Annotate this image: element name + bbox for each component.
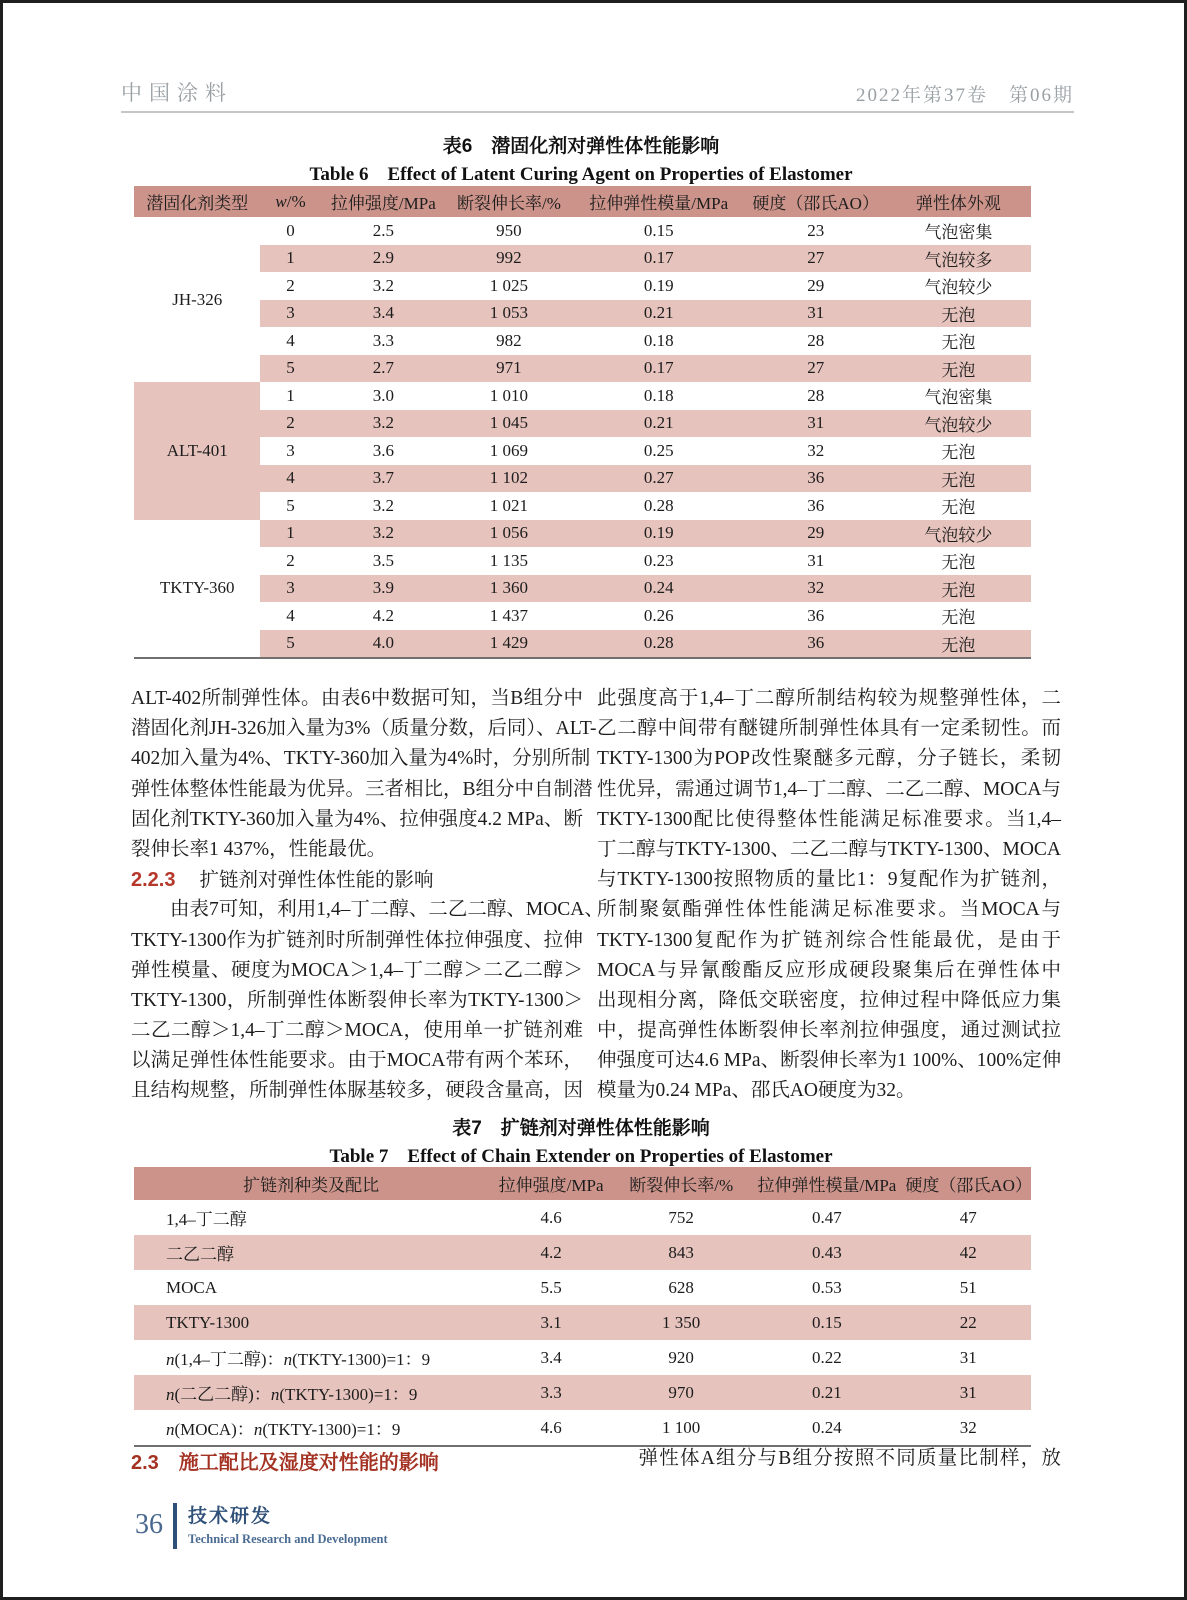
table7-row bbox=[134, 1200, 1031, 1235]
table7-column-header: 扩链剂种类及配比 bbox=[134, 1167, 488, 1200]
data-cell: 无泡 bbox=[941, 553, 976, 573]
data-cell: 0.25 bbox=[643, 440, 674, 460]
data-cell: 42 bbox=[905, 1235, 1031, 1270]
data-cell: 无泡 bbox=[886, 465, 1031, 493]
agent-type-cell: ALT-401 bbox=[134, 382, 260, 520]
extender-type-cell: 二乙二醇 bbox=[134, 1235, 488, 1270]
page-footer bbox=[135, 1501, 388, 1549]
text-line: 以满足弹性体性能要求。由于MOCA带有两个苯环， bbox=[131, 1050, 583, 1072]
data-cell: 36 bbox=[746, 630, 886, 659]
data-cell: 0.26 bbox=[643, 605, 674, 625]
header-divider bbox=[121, 111, 1074, 113]
section-number: 2.3 bbox=[131, 1452, 159, 1474]
table6-column-header: w/% bbox=[260, 186, 320, 217]
section-2-3-heading bbox=[131, 1446, 439, 1475]
data-cell: 0.28 bbox=[643, 495, 674, 515]
text-line: 由表7可知，利用1,4–丁二醇、二乙二醇、MOCA、 bbox=[131, 899, 604, 921]
table6-row bbox=[134, 245, 1031, 273]
data-cell: 0.27 bbox=[572, 465, 746, 493]
table6-column-header: 断裂伸长率/% bbox=[446, 186, 572, 217]
extender-type-cell: 1,4–丁二醇 bbox=[166, 1210, 247, 1229]
text-line: TKTY-1300作为扩链剂时所制弹性体拉伸强度、拉伸 bbox=[131, 929, 583, 951]
table6-column-header: 潜固化剂类型 bbox=[134, 186, 260, 217]
data-cell: 0.15 bbox=[643, 220, 674, 240]
data-cell: 0.23 bbox=[643, 550, 674, 570]
data-cell: 1 025 bbox=[489, 275, 529, 295]
data-cell: 27 bbox=[746, 355, 886, 383]
table6-row bbox=[134, 327, 1031, 355]
data-cell: 0.43 bbox=[748, 1235, 905, 1270]
extender-type-cell: n(二乙二醇)：n(TKTY-1300)=1：9 bbox=[134, 1375, 488, 1410]
section-title: 施工配比及湿度对性能的影响 bbox=[178, 1452, 439, 1474]
page-number: 36 bbox=[135, 1509, 163, 1540]
table6-header-row bbox=[134, 186, 1031, 217]
data-cell: 0.24 bbox=[572, 575, 746, 603]
data-cell: 1 135 bbox=[489, 550, 529, 570]
data-cell: 1 053 bbox=[446, 300, 572, 328]
body-column-left bbox=[131, 684, 604, 1107]
data-cell: 36 bbox=[807, 605, 825, 625]
data-cell: 0.21 bbox=[572, 300, 746, 328]
data-cell: 4 bbox=[286, 605, 295, 625]
data-cell: 无泡 bbox=[941, 608, 976, 628]
table7-column-header: 断裂伸长率/% bbox=[614, 1167, 749, 1200]
footer-column-zh: 技术研发 bbox=[188, 1506, 273, 1527]
data-cell: 1 437 bbox=[489, 605, 529, 625]
text-line: 固化剂TKTY-360加入量为4%、拉伸强度4.2 MPa、断 bbox=[131, 808, 583, 830]
data-cell: 3.3 bbox=[372, 330, 394, 350]
data-cell: 23 bbox=[807, 220, 825, 240]
table6-row bbox=[134, 217, 1031, 245]
journal-name: 中国涂料 bbox=[121, 81, 233, 105]
table6-body bbox=[134, 217, 1031, 658]
data-cell: 32 bbox=[959, 1417, 977, 1437]
text-line: 性优异，需通过调节1,4–丁二醇、二乙二醇、MOCA与 bbox=[597, 778, 1061, 800]
data-cell: 1 056 bbox=[446, 520, 572, 548]
text-line: 丁二醇与TKTY-1300、二乙二醇与TKTY-1300、MOCA bbox=[597, 838, 1061, 860]
table6-row bbox=[134, 575, 1031, 603]
extender-type-cell: TKTY-1300 bbox=[134, 1305, 488, 1340]
table7-body bbox=[134, 1200, 1031, 1446]
data-cell: 3 bbox=[286, 440, 295, 460]
table6-row bbox=[134, 547, 1031, 575]
data-cell: 0.22 bbox=[812, 1347, 842, 1367]
table6-column-header: 硬度（邵氏AO） bbox=[746, 186, 886, 217]
footer-column-en: Technical Research and Development bbox=[188, 1532, 388, 1546]
table7-column-header: 拉伸弹性模量/MPa bbox=[748, 1167, 905, 1200]
table6-row bbox=[134, 410, 1031, 438]
data-cell: 无泡 bbox=[941, 333, 976, 353]
table6-row bbox=[134, 300, 1031, 328]
table6-row bbox=[134, 382, 1031, 410]
table6-title-en: Table 6 Effect of Latent Curing Agent on Properties of Elastomer bbox=[309, 164, 853, 185]
data-cell: 1 bbox=[260, 520, 320, 548]
data-cell: 3.5 bbox=[372, 550, 394, 570]
data-cell: 0.19 bbox=[643, 275, 674, 295]
table7-row bbox=[134, 1305, 1031, 1340]
data-cell: 51 bbox=[959, 1277, 977, 1297]
data-cell: 971 bbox=[446, 355, 572, 383]
text-line: 所制聚氨酯弹性体性能满足标准要求。当MOCA与 bbox=[597, 899, 1061, 921]
data-cell: 36 bbox=[807, 495, 825, 515]
data-cell: 3.0 bbox=[372, 385, 394, 405]
data-cell: 0.17 bbox=[572, 355, 746, 383]
data-cell: 1 bbox=[260, 245, 320, 273]
subsection-heading bbox=[131, 865, 583, 895]
body-column-right-continued bbox=[597, 1444, 1061, 1474]
table7-header-row bbox=[134, 1167, 1031, 1200]
data-cell: 31 bbox=[959, 1347, 977, 1367]
text-line: 裂伸长率1 437%，性能最优。 bbox=[131, 838, 387, 860]
data-cell: 无泡 bbox=[941, 443, 976, 463]
table7-column-header: 拉伸强度/MPa bbox=[488, 1167, 614, 1200]
table6-column-header: 弹性体外观 bbox=[886, 186, 1031, 217]
table7-row bbox=[134, 1410, 1031, 1446]
data-cell: 752 bbox=[668, 1207, 694, 1227]
data-cell: 3 bbox=[260, 575, 320, 603]
data-cell: 3.2 bbox=[372, 495, 394, 515]
data-cell: 36 bbox=[746, 465, 886, 493]
data-cell: 29 bbox=[807, 275, 825, 295]
data-cell: 1 069 bbox=[489, 440, 529, 460]
text-line: 此强度高于1,4–丁二醇所制结构较为规整弹性体，二 bbox=[597, 688, 1061, 709]
data-cell: 气泡较多 bbox=[886, 245, 1031, 273]
data-cell: 4.2 bbox=[488, 1235, 614, 1270]
data-cell: 4.6 bbox=[540, 1417, 562, 1437]
data-cell: 3.1 bbox=[488, 1305, 614, 1340]
table6-row bbox=[134, 520, 1031, 548]
data-cell: 0.18 bbox=[643, 330, 674, 350]
data-cell: 0.24 bbox=[812, 1417, 842, 1437]
data-cell: 气泡较少 bbox=[886, 520, 1031, 548]
table7-row bbox=[134, 1270, 1031, 1305]
extender-type-cell: MOCA bbox=[166, 1277, 218, 1297]
data-cell: 47 bbox=[959, 1207, 977, 1227]
text-line: TKTY-1300为POP改性聚醚多元醇，分子链长，柔韧 bbox=[597, 748, 1061, 770]
data-cell: 31 bbox=[807, 550, 825, 570]
data-cell: 4.0 bbox=[321, 630, 447, 659]
data-cell: 31 bbox=[905, 1375, 1031, 1410]
data-cell: 31 bbox=[746, 300, 886, 328]
table6-row bbox=[134, 272, 1031, 300]
data-cell: 3.9 bbox=[321, 575, 447, 603]
data-cell: 0.15 bbox=[748, 1305, 905, 1340]
data-cell: 27 bbox=[746, 245, 886, 273]
table6-row bbox=[134, 630, 1031, 659]
footer-column-block bbox=[188, 1501, 388, 1547]
data-cell: 28 bbox=[807, 330, 825, 350]
data-cell: 1 350 bbox=[614, 1305, 749, 1340]
data-cell: 3.4 bbox=[540, 1347, 562, 1367]
table6-column-header: 拉伸弹性模量/MPa bbox=[572, 186, 746, 217]
data-cell: 0.21 bbox=[572, 410, 746, 438]
text-line: 伸强度可达4.6 MPa、断裂伸长率为1 100%、100%定伸 bbox=[597, 1050, 1062, 1072]
data-cell: 2.5 bbox=[372, 220, 394, 240]
data-cell: 3.2 bbox=[321, 410, 447, 438]
data-cell: 970 bbox=[614, 1375, 749, 1410]
text-line: 乙二醇中间带有醚键所制弹性体具有一定柔韧性。而 bbox=[597, 718, 1061, 740]
data-cell: 950 bbox=[496, 220, 522, 240]
data-cell: 气泡密集 bbox=[924, 388, 993, 408]
table6-title-zh: 表6 潜固化剂对弹性体性能影响 bbox=[442, 136, 720, 157]
text-line: 出现相分离，降低交联密度，拉伸过程中降低应力集 bbox=[597, 989, 1061, 1011]
table7-header bbox=[134, 1167, 1031, 1200]
data-cell: 2 bbox=[260, 410, 320, 438]
table7 bbox=[134, 1167, 1031, 1447]
table7-row bbox=[134, 1375, 1031, 1410]
running-head bbox=[121, 77, 1074, 107]
data-cell: 4 bbox=[260, 465, 320, 493]
text-line: TKTY-1300复配作为扩链剂综合性能最优，是由于 bbox=[597, 929, 1061, 951]
table6-row bbox=[134, 492, 1031, 520]
data-cell: 3.2 bbox=[321, 520, 447, 548]
data-cell: 5 bbox=[260, 630, 320, 659]
data-cell: 无泡 bbox=[886, 575, 1031, 603]
text-line: 且结构规整，所制弹性体脲基较多，硬段含量高，因 bbox=[131, 1080, 583, 1102]
text-line: 与TKTY-1300按照物质的量比1：9复配作为扩链剂， bbox=[597, 869, 1061, 891]
data-cell: 气泡较少 bbox=[924, 278, 993, 298]
data-cell: 1 021 bbox=[489, 495, 529, 515]
data-cell: 920 bbox=[668, 1347, 694, 1367]
data-cell: 843 bbox=[614, 1235, 749, 1270]
data-cell: 982 bbox=[496, 330, 522, 350]
data-cell: 3.6 bbox=[372, 440, 394, 460]
text-line: 潜固化剂JH-326加入量为3%（质量分数，后同）、ALT- bbox=[131, 718, 597, 740]
data-cell: 1 045 bbox=[446, 410, 572, 438]
data-cell: 31 bbox=[746, 410, 886, 438]
data-cell: 0.19 bbox=[572, 520, 746, 548]
data-cell: 1 100 bbox=[662, 1417, 701, 1437]
data-cell: 3.2 bbox=[372, 275, 394, 295]
agent-type-cell: JH-326 bbox=[134, 217, 260, 382]
data-cell: 无泡 bbox=[886, 300, 1031, 328]
table6-column-header: 拉伸强度/MPa bbox=[321, 186, 447, 217]
data-cell: 无泡 bbox=[886, 355, 1031, 383]
data-cell: 0.53 bbox=[812, 1277, 842, 1297]
data-cell: 1 102 bbox=[446, 465, 572, 493]
data-cell: 2.7 bbox=[321, 355, 447, 383]
text-line: 弹性体整体性能最为优异。三者相比，B组分中自制潜 bbox=[131, 778, 593, 800]
data-cell: 5 bbox=[260, 355, 320, 383]
table6-row bbox=[134, 602, 1031, 630]
data-cell: 2 bbox=[286, 275, 295, 295]
text-line: 402加入量为4%、TKTY-360加入量为4%时，分别所制 bbox=[131, 748, 591, 770]
table7-column-header: 硬度（邵氏AO） bbox=[905, 1167, 1031, 1200]
text-line: ALT-402所制弹性体。由表6中数据可知，当B组分中 bbox=[131, 688, 583, 709]
text-line: 弹性体A组分与B组分按照不同质量比制样，放 bbox=[597, 1448, 1061, 1469]
data-cell: 0.28 bbox=[572, 630, 746, 659]
table7-row bbox=[134, 1340, 1031, 1375]
table6-header bbox=[134, 186, 1031, 217]
table6 bbox=[134, 186, 1031, 659]
data-cell: 1 010 bbox=[489, 385, 529, 405]
extender-type-cell: n(MOCA)：n(TKTY-1300)=1：9 bbox=[166, 1420, 401, 1439]
table7-title-en: Table 7 Effect of Chain Extender on Properties of Elastomer bbox=[329, 1146, 833, 1167]
data-cell: 32 bbox=[746, 575, 886, 603]
data-cell: 5.5 bbox=[540, 1277, 562, 1297]
data-cell: 29 bbox=[746, 520, 886, 548]
data-cell: 32 bbox=[807, 440, 825, 460]
data-cell: 3 bbox=[260, 300, 320, 328]
table6-row bbox=[134, 465, 1031, 493]
text-line: 二乙二醇＞1,4–丁二醇＞MOCA，使用单一扩链剂难 bbox=[131, 1020, 583, 1042]
data-cell: 28 bbox=[807, 385, 825, 405]
table6-row bbox=[134, 437, 1031, 465]
extender-type-cell: n(1,4–丁二醇)：n(TKTY-1300)=1：9 bbox=[166, 1350, 431, 1369]
data-cell: 0.21 bbox=[748, 1375, 905, 1410]
subsection-title: 扩链剂对弹性体性能的影响 bbox=[199, 870, 434, 892]
data-cell: 无泡 bbox=[941, 498, 976, 518]
subsection-number: 2.2.3 bbox=[131, 869, 176, 892]
data-cell: 5 bbox=[286, 495, 295, 515]
data-cell: 3.3 bbox=[488, 1375, 614, 1410]
data-cell: 0 bbox=[286, 220, 295, 240]
data-cell: 2.9 bbox=[321, 245, 447, 273]
data-cell: 气泡较少 bbox=[886, 410, 1031, 438]
data-cell: 无泡 bbox=[886, 630, 1031, 659]
data-cell: 0.47 bbox=[812, 1207, 842, 1227]
data-cell: 3.7 bbox=[321, 465, 447, 493]
table7-row bbox=[134, 1235, 1031, 1270]
data-cell: 4.6 bbox=[540, 1207, 562, 1227]
data-cell: 3.4 bbox=[321, 300, 447, 328]
text-line: 弹性模量、硬度为MOCA＞1,4–丁二醇＞二乙二醇＞ bbox=[131, 959, 583, 981]
text-line: 中，提高弹性体断裂伸长率剂拉伸强度，通过测试拉 bbox=[597, 1020, 1061, 1042]
text-line: 模量为0.24 MPa、邵氏AO硬度为32。 bbox=[597, 1080, 916, 1102]
text-line: TKTY-1300配比使得整体性能满足标准要求。当1,4– bbox=[597, 808, 1061, 830]
data-cell: 1 360 bbox=[446, 575, 572, 603]
text-line: TKTY-1300，所制弹性体断裂伸长率为TKTY-1300＞ bbox=[131, 989, 583, 1011]
data-cell: 2 bbox=[286, 550, 295, 570]
table7-title-zh: 表7 扩链剂对弹性体性能影响 bbox=[452, 1118, 710, 1139]
data-cell: 气泡密集 bbox=[924, 223, 993, 243]
text-line: MOCA与异氰酸酯反应形成硬段聚集后在弹性体中 bbox=[597, 959, 1061, 981]
table6-row bbox=[134, 355, 1031, 383]
data-cell: 0.18 bbox=[643, 385, 674, 405]
data-cell: 4 bbox=[286, 330, 295, 350]
agent-type-cell: TKTY-360 bbox=[134, 520, 260, 659]
data-cell: 4.2 bbox=[372, 605, 394, 625]
data-cell: 22 bbox=[905, 1305, 1031, 1340]
data-cell: 628 bbox=[668, 1277, 694, 1297]
data-cell: 1 429 bbox=[446, 630, 572, 659]
data-cell: 1 bbox=[286, 385, 295, 405]
data-cell: 992 bbox=[446, 245, 572, 273]
issue-info: 2022年第37卷 第06期 bbox=[855, 85, 1074, 106]
body-column-right bbox=[597, 684, 1061, 1107]
data-cell: 0.17 bbox=[572, 245, 746, 273]
footer-divider bbox=[173, 1503, 177, 1549]
